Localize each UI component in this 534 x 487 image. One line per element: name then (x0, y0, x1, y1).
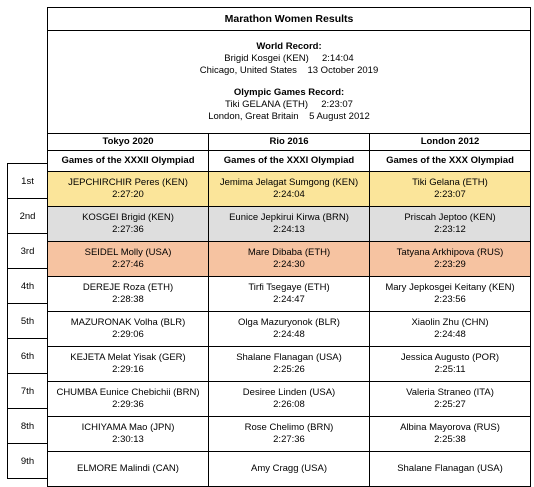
result-cell (48, 207, 209, 242)
result-cell (370, 382, 531, 417)
rank-label: 7th (8, 374, 48, 409)
athlete-name: JEPCHIRCHIR Peres (KEN) (68, 177, 188, 188)
table-row (48, 172, 531, 207)
world-record-heading: World Record: (256, 41, 322, 52)
finish-time: 2:24:47 (273, 294, 305, 305)
athlete-name: Olga Mazuryonok (BLR) (238, 317, 340, 328)
finish-time: 2:29:36 (112, 399, 144, 410)
rank-column (7, 163, 48, 479)
world-record-venue-line (48, 65, 530, 77)
result-cell (48, 242, 209, 277)
olympiad-name: Games of the XXXII Olympiad (48, 151, 209, 172)
athlete-name: KOSGEI Brigid (KEN) (82, 212, 174, 223)
results-table (47, 7, 531, 487)
rank-label: 2nd (8, 199, 48, 234)
result-cell (209, 172, 370, 207)
finish-time: 2:27:36 (273, 434, 305, 445)
table-row (48, 242, 531, 277)
result-cell (370, 417, 531, 452)
finish-time: 2:26:08 (273, 399, 305, 410)
rank-row (8, 304, 48, 339)
athlete-name: CHUMBA Eunice Chebichii (BRN) (56, 387, 200, 398)
result-cell (370, 312, 531, 347)
result-cell (209, 452, 370, 487)
world-record-time: 2:14:04 (321, 53, 354, 64)
athlete-name: Shalane Flanagan (USA) (236, 352, 342, 363)
results-body (48, 172, 531, 487)
result-cell (370, 347, 531, 382)
world-record-place: Chicago, United States (199, 65, 297, 76)
records-cell (48, 31, 531, 134)
table-row (48, 312, 531, 347)
athlete-name: DEREJE Roza (ETH) (82, 282, 174, 293)
finish-time: 2:30:13 (112, 434, 144, 445)
table-row (48, 207, 531, 242)
finish-time: 2:23:12 (434, 224, 466, 235)
finish-time: 2:25:38 (434, 434, 466, 445)
result-cell (48, 382, 209, 417)
finish-time: 2:23:07 (434, 189, 466, 200)
finish-time: 2:24:48 (273, 329, 305, 340)
finish-time: 2:29:06 (112, 329, 144, 340)
finish-time: 2:24:48 (434, 329, 466, 340)
table-row (48, 452, 531, 487)
result-cell (370, 242, 531, 277)
table-row (48, 277, 531, 312)
finish-time: 2:24:04 (273, 189, 305, 200)
athlete-name: Tatyana Arkhipova (RUS) (396, 247, 504, 258)
rank-label: 3rd (8, 234, 48, 269)
world-record-holder-line (48, 53, 530, 65)
olympic-record-holder: Tiki GELANA (ETH) (225, 99, 309, 110)
rank-row (8, 444, 48, 479)
athlete-name: SEIDEL Molly (USA) (84, 247, 172, 258)
result-cell (48, 417, 209, 452)
finish-time: 2:27:36 (112, 224, 144, 235)
finish-time: 2:25:27 (434, 399, 466, 410)
sheet-title: Marathon Women Results (48, 8, 531, 31)
games-name: Tokyo 2020 (48, 134, 209, 151)
rank-label: 5th (8, 304, 48, 339)
finish-time: 2:25:11 (434, 364, 466, 375)
finish-time: 2:27:20 (112, 189, 144, 200)
olympiad-name: Games of the XXXI Olympiad (209, 151, 370, 172)
athlete-name: Tirfi Tsegaye (ETH) (248, 282, 330, 293)
result-cell (48, 347, 209, 382)
result-cell (209, 382, 370, 417)
result-cell (370, 207, 531, 242)
olympic-record-block (48, 87, 530, 123)
result-cell (209, 347, 370, 382)
athlete-name: Shalane Flanagan (USA) (397, 463, 503, 474)
finish-time: 2:27:46 (112, 259, 144, 270)
olympiad-header-row (48, 151, 531, 172)
finish-time: 2:25:26 (273, 364, 305, 375)
finish-time: 2:23:56 (434, 294, 466, 305)
rank-label: 9th (8, 444, 48, 479)
result-cell (209, 417, 370, 452)
result-cell (209, 277, 370, 312)
olympic-record-place: London, Great Britain (208, 111, 299, 122)
athlete-name: Jessica Augusto (POR) (400, 352, 500, 363)
athlete-name: ELMORE Malindi (CAN) (77, 463, 179, 474)
athlete-name: Eunice Jepkirui Kirwa (BRN) (229, 212, 349, 223)
athlete-name: Desiree Linden (USA) (242, 387, 336, 398)
table-row (48, 347, 531, 382)
finish-time: 2:24:30 (273, 259, 305, 270)
athlete-name: Amy Cragg (USA) (250, 463, 327, 474)
rank-row (8, 339, 48, 374)
rank-row (8, 269, 48, 304)
rank-row (8, 234, 48, 269)
rank-row (8, 409, 48, 444)
athlete-name: Priscah Jeptoo (KEN) (404, 212, 496, 223)
world-record-holder: Brigid Kosgei (KEN) (224, 53, 309, 64)
world-record-date: 13 October 2019 (307, 65, 379, 76)
result-cell (48, 452, 209, 487)
finish-time: 2:29:16 (112, 364, 144, 375)
result-cell (209, 207, 370, 242)
rank-row (8, 199, 48, 234)
athlete-name: ICHIYAMA Mao (JPN) (81, 422, 175, 433)
athlete-name: Jemima Jelagat Sumgong (KEN) (219, 177, 359, 188)
result-cell (48, 277, 209, 312)
games-name: Rio 2016 (209, 134, 370, 151)
result-cell (209, 242, 370, 277)
athlete-name: MAZURONAK Volha (BLR) (70, 317, 186, 328)
rank-label: 6th (8, 339, 48, 374)
athlete-name: KEJETA Melat Yisak (GER) (70, 352, 186, 363)
result-cell (370, 452, 531, 487)
world-record-block (48, 41, 530, 77)
result-cell (209, 312, 370, 347)
result-cell (48, 312, 209, 347)
rank-label: 4th (8, 269, 48, 304)
result-cell (370, 172, 531, 207)
rank-row (8, 374, 48, 409)
olympic-record-date: 5 August 2012 (309, 111, 370, 122)
athlete-name: Rose Chelimo (BRN) (244, 422, 334, 433)
olympic-record-time: 2:23:07 (321, 99, 353, 110)
table-row (48, 417, 531, 452)
rank-label: 8th (8, 409, 48, 444)
table-row (48, 382, 531, 417)
result-cell (370, 277, 531, 312)
athlete-name: Mary Jepkosgei Keitany (KEN) (385, 282, 515, 293)
olympic-record-holder-line (48, 99, 530, 111)
finish-time: 2:28:38 (112, 294, 144, 305)
olympiad-name: Games of the XXX Olympiad (370, 151, 531, 172)
rank-row (8, 164, 48, 199)
olympic-record-venue-line (48, 111, 530, 123)
games-header-row (48, 134, 531, 151)
athlete-name: Mare Dibaba (ETH) (247, 247, 331, 258)
finish-time: 2:23:29 (434, 259, 466, 270)
result-cell (48, 172, 209, 207)
athlete-name: Albina Mayorova (RUS) (400, 422, 500, 433)
athlete-name: Tiki Gelana (ETH) (412, 177, 488, 188)
olympic-record-heading: Olympic Games Record: (233, 87, 345, 98)
games-name: London 2012 (370, 134, 531, 151)
finish-time: 2:24:13 (273, 224, 305, 235)
athlete-name: Valeria Straneo (ITA) (406, 387, 494, 398)
rank-label: 1st (8, 164, 48, 199)
athlete-name: Xiaolin Zhu (CHN) (411, 317, 489, 328)
